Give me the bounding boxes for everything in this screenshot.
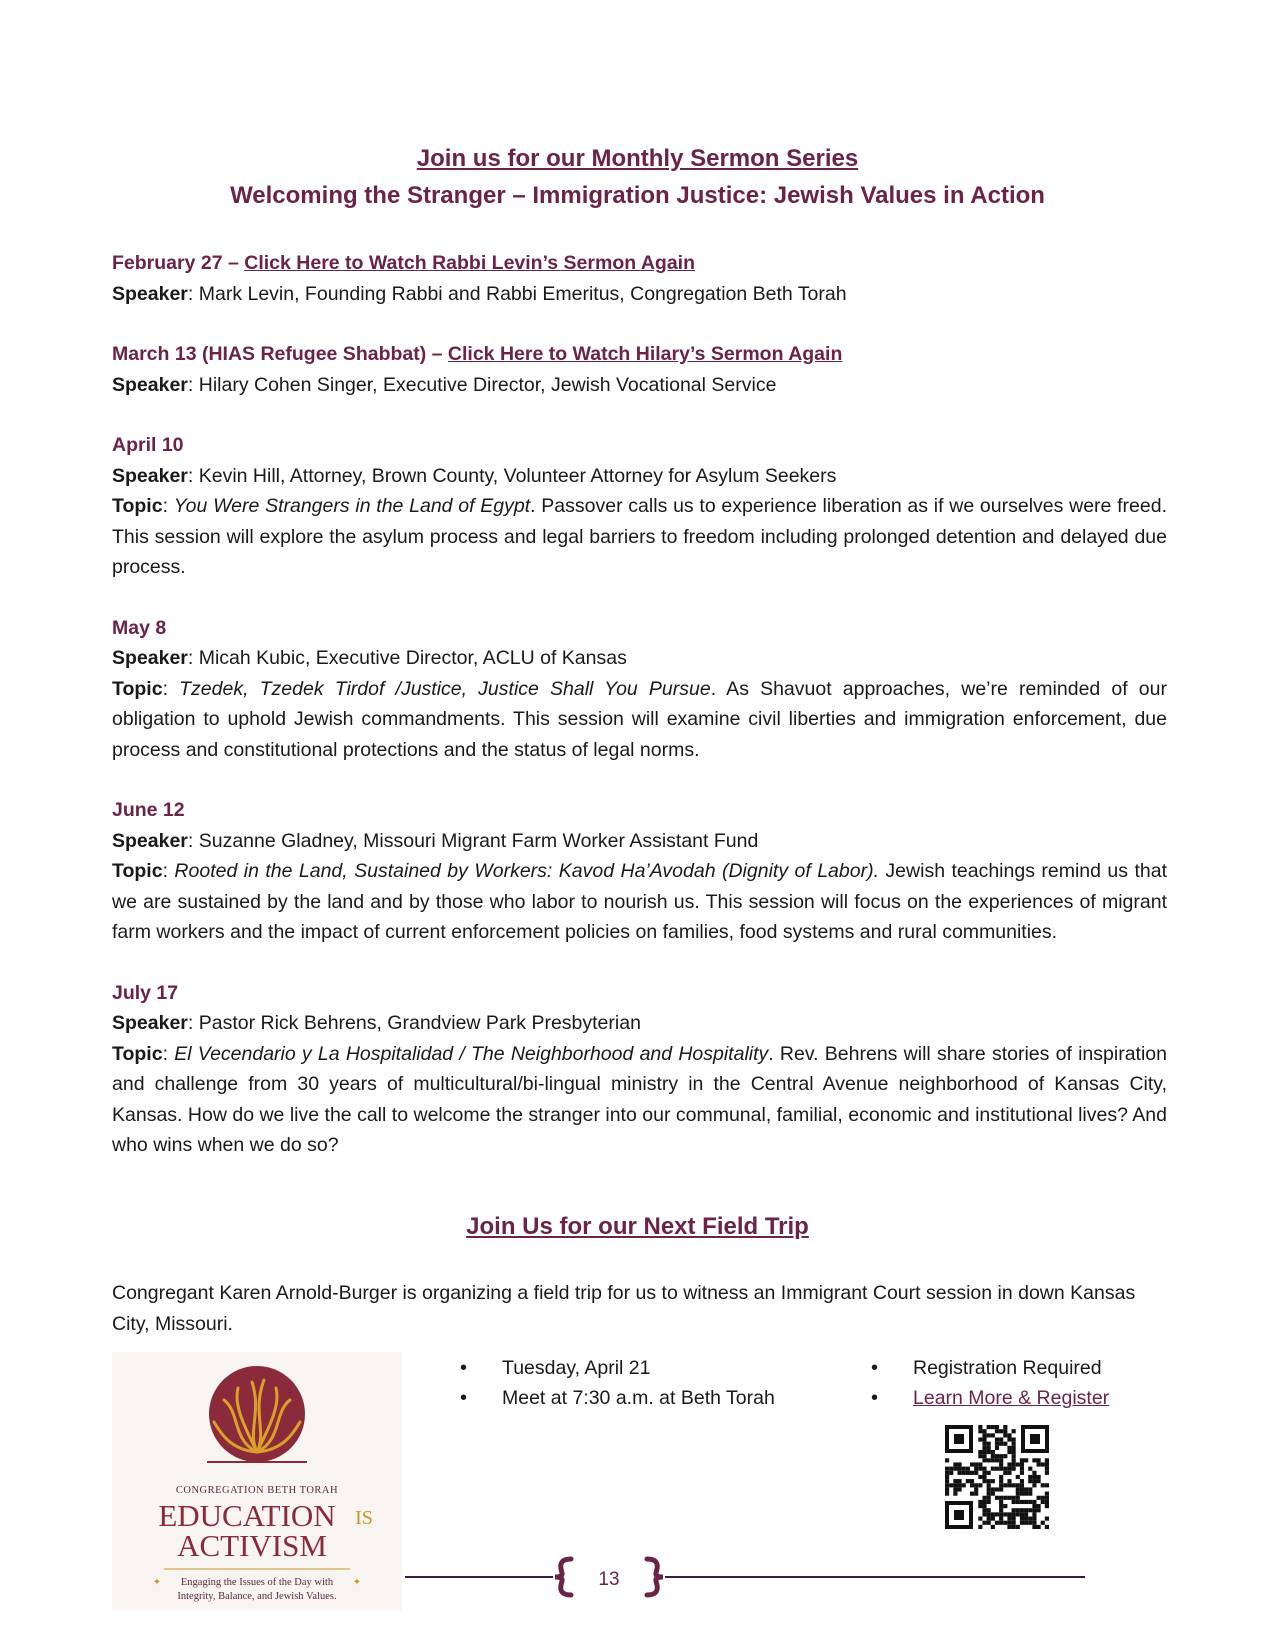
qr-code-icon bbox=[945, 1425, 1049, 1529]
learn-more-item bbox=[867, 1383, 1109, 1413]
logo-word-is: IS bbox=[355, 1507, 373, 1529]
field-trip-date: • Tuesday, April 21 bbox=[456, 1353, 775, 1383]
session-speaker: Speaker: Micah Kubic, Executive Director, ACLU of Kansas bbox=[112, 647, 627, 669]
session-date: July 17 bbox=[112, 981, 179, 1004]
series-title: Join us for our Monthly Sermon Series bbox=[416, 145, 859, 172]
topic-label: Topic bbox=[112, 860, 163, 882]
session-speaker: Speaker: Hilary Cohen Singer, Executive Director, Jewish Vocational Service bbox=[112, 373, 777, 396]
education-is-activism-logo bbox=[112, 1352, 402, 1610]
speaker-name: Pastor Rick Behrens, Grandview Park Presbyterian bbox=[198, 1012, 641, 1034]
topic-title: El Vecendario y La Hospitalidad / The Neighborhood and Hospitality bbox=[174, 1042, 769, 1065]
speaker-label: Speaker bbox=[112, 464, 188, 487]
series-subtitle: Welcoming the Stranger – Immigration Justice: Jewish Values in Action bbox=[230, 182, 1045, 209]
speaker-name: Suzanne Gladney, Missouri Migrant Farm Worker Assistant Fund bbox=[198, 829, 759, 852]
topic-description: Jewish teachings remind us that we are sustained by the land and by those who labor to nourish us. This session will focus on the experiences of migrant farm workers and the impact of current enforcement policies on families, food systems and rural communities. bbox=[112, 860, 1167, 943]
logo-congregation: CONGREGATION BETH TORAH bbox=[175, 1485, 339, 1496]
speaker-name: Mark Levin, Founding Rabbi and Rabbi Emeritus, Congregation Beth Torah bbox=[198, 282, 847, 305]
topic-title: Rooted in the Land, Sustained by Workers: Kavod Ha’Avodah (Dignity of Labor). bbox=[174, 860, 879, 882]
session-entry bbox=[112, 339, 1167, 400]
page-number: 13 bbox=[598, 1569, 620, 1590]
field-trip-description: Congregant Karen Arnold-Burger is organizing a field trip for us to witness an Immigrant Court session in down Kansas City, Missouri. bbox=[112, 1282, 1136, 1335]
session-entry bbox=[112, 795, 1167, 948]
session-entry bbox=[112, 430, 1167, 583]
registration-required: • Registration Required bbox=[867, 1353, 1109, 1383]
session-date: June 12 bbox=[112, 799, 185, 821]
page-footer bbox=[405, 1555, 1085, 1605]
session-topic: Topic: Tzedek, Tzedek Tirdof /Justice, Justice Shall You Pursue. As Shavuot approaches, we’re reminded of our obligation to uphold Jewish commandments. This session will examine civil liberties and immigration enforcement, due process and constitutional protections and the status of legal norms. bbox=[112, 677, 1167, 761]
logo-word-education: EDUCATION bbox=[158, 1498, 336, 1533]
session-speaker: Speaker: Mark Levin, Founding Rabbi and Rabbi Emeritus, Congregation Beth Torah bbox=[112, 282, 847, 305]
speaker-label: Speaker bbox=[112, 829, 188, 852]
logo-tagline-2: Integrity, Balance, and Jewish Values. bbox=[177, 1591, 337, 1602]
session-speaker: Speaker: Suzanne Gladney, Missouri Migrant Farm Worker Assistant Fund bbox=[112, 829, 759, 852]
session-date: April 10 bbox=[112, 434, 184, 456]
logo-word-activism: ACTIVISM bbox=[177, 1528, 327, 1563]
field-trip-title: Join Us for our Next Field Trip bbox=[466, 1213, 809, 1240]
session-date: February 27 – bbox=[112, 252, 239, 274]
session-speaker: Speaker: Kevin Hill, Attorney, Brown County, Volunteer Attorney for Asylum Seekers bbox=[112, 464, 837, 487]
left-brace-icon bbox=[555, 1559, 571, 1595]
speaker-name: Kevin Hill, Attorney, Brown County, Volunteer Attorney for Asylum Seekers bbox=[198, 464, 837, 487]
topic-title: Tzedek, Tzedek Tirdof /Justice, Justice Shall You Pursue bbox=[179, 677, 711, 700]
session-topic: Topic: You Were Strangers in the Land of Egypt. Passover calls us to experience liberation as if we ourselves were freed. This session will explore the asylum process and legal barriers to freedom including prolonged detention and delayed due process. bbox=[112, 495, 1167, 578]
logo-graphic bbox=[112, 1352, 402, 1610]
session-speaker: Speaker: Pastor Rick Behrens, Grandview Park Presbyterian bbox=[112, 1012, 641, 1034]
logo-circle bbox=[209, 1366, 305, 1462]
watch-sermon-link[interactable]: Click Here to Watch Hilary’s Sermon Again bbox=[447, 343, 843, 365]
topic-label: Topic bbox=[112, 495, 163, 517]
session-topic: Topic: El Vecendario y La Hospitalidad / The Neighborhood and Hospitality. Rev. Behrens will share stories of inspiration and challenge from 30 years of multicultural/bi-lingual ministry in the Central Avenue neighborhood of Kansas City, Kansas. How do we live the call to welcome the stranger into our communal, familial, economic and institutional lives? And who wins when we do so? bbox=[112, 1042, 1167, 1156]
speaker-name: Micah Kubic, Executive Director, ACLU of Kansas bbox=[198, 647, 627, 669]
topic-label: Topic bbox=[112, 1042, 163, 1065]
sessions-list bbox=[112, 248, 1167, 1191]
session-date-line bbox=[112, 339, 1167, 370]
field-trip-details bbox=[456, 1353, 775, 1413]
topic-title: You Were Strangers in the Land of Egypt bbox=[173, 495, 531, 517]
field-trip-registration bbox=[867, 1353, 1109, 1413]
footer-graphic bbox=[405, 1555, 1085, 1605]
session-entry bbox=[112, 978, 1167, 1161]
topic-description: . As Shavuot approaches, we’re reminded of our obligation to uphold Jewish commandments. This session will examine civil liberties and immigration enforcement, due process and constitutional protections and the status of legal norms. bbox=[112, 677, 1167, 761]
speaker-label: Speaker bbox=[112, 373, 188, 396]
topic-description: . Passover calls us to experience liberation as if we ourselves were freed. This session will explore the asylum process and legal barriers to freedom including prolonged detention and delayed due process. bbox=[112, 495, 1167, 578]
speaker-label: Speaker bbox=[112, 1012, 188, 1034]
watch-sermon-link[interactable]: Click Here to Watch Rabbi Levin’s Sermon Again bbox=[244, 252, 696, 274]
speaker-label: Speaker bbox=[112, 282, 188, 305]
speaker-label: Speaker bbox=[112, 647, 188, 669]
session-entry bbox=[112, 248, 1167, 309]
logo-star-right-icon: ✦ bbox=[352, 1577, 362, 1588]
session-date: May 8 bbox=[112, 616, 167, 639]
qr-code[interactable] bbox=[945, 1425, 1049, 1534]
field-trip-meeting: • Meet at 7:30 a.m. at Beth Torah bbox=[456, 1383, 775, 1413]
logo-tagline-1: Engaging the Issues of the Day with bbox=[180, 1577, 334, 1588]
session-date: March 13 (HIAS Refugee Shabbat) – bbox=[112, 343, 443, 365]
logo-star-left-icon: ✦ bbox=[152, 1577, 162, 1588]
learn-more-register-link[interactable]: Learn More & Register bbox=[913, 1387, 1110, 1409]
session-topic: Topic: Rooted in the Land, Sustained by Workers: Kavod Ha’Avodah (Dignity of Labor). Jewish teachings remind us that we are sustained by the land and by those who labor to nourish us. This session will focus on the experiences of migrant farm workers and the impact of current enforcement policies on families, food systems and rural communities. bbox=[112, 860, 1167, 943]
speaker-name: Hilary Cohen Singer, Executive Director, Jewish Vocational Service bbox=[198, 373, 777, 396]
topic-description: . Rev. Behrens will share stories of inspiration and challenge from 30 years of multicultural/bi-lingual ministry in the Central Avenue neighborhood of Kansas City, Kansas. How do we live the call to welcome the stranger into our communal, familial, economic and institutional lives? And who wins when we do so? bbox=[112, 1042, 1167, 1156]
topic-label: Topic bbox=[112, 677, 163, 700]
session-date-line bbox=[112, 248, 1167, 279]
right-brace-icon bbox=[647, 1559, 663, 1595]
session-entry bbox=[112, 613, 1167, 766]
